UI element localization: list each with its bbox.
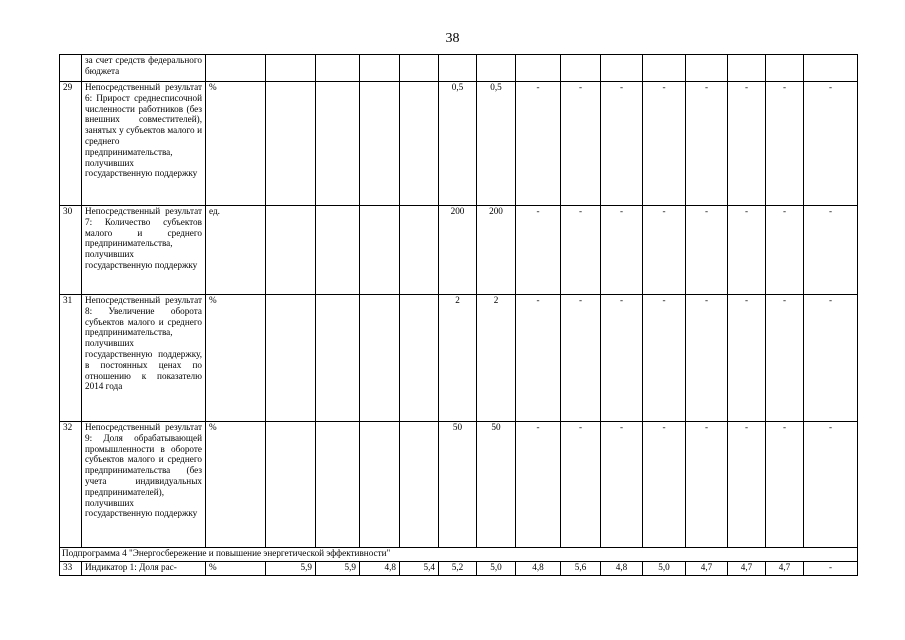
cell: - — [601, 422, 643, 548]
row-number: 29 — [60, 82, 82, 206]
cell: - — [643, 82, 686, 206]
cell: - — [686, 295, 728, 422]
cell: - — [516, 82, 561, 206]
row-name: за счет средств федерального бюджета — [82, 55, 206, 82]
cell — [360, 55, 400, 82]
cell: - — [728, 295, 766, 422]
cell — [804, 55, 858, 82]
cell: 50 — [439, 422, 477, 548]
cell: - — [804, 295, 858, 422]
table-row — [60, 82, 858, 206]
cell: - — [766, 422, 804, 548]
row-unit: % — [206, 82, 266, 206]
table-row — [60, 55, 858, 82]
section-row — [60, 548, 858, 562]
cell: - — [643, 422, 686, 548]
cell — [686, 55, 728, 82]
cell: 200 — [439, 206, 477, 295]
table-row — [60, 422, 858, 548]
row-unit: ед. — [206, 206, 266, 295]
table-row — [60, 562, 858, 576]
cell — [601, 55, 643, 82]
cell: 4,7 — [766, 562, 804, 576]
cell: - — [766, 295, 804, 422]
cell — [316, 82, 360, 206]
row-name: Непосредственный результат 9: Доля обрабатывающей промышленности в обороте субъектов малого и среднего предпринимательства (без учета индивидуальных предпринимателей), получивших государственную поддержку — [82, 422, 206, 548]
cell — [516, 55, 561, 82]
cell — [439, 55, 477, 82]
cell: - — [516, 206, 561, 295]
cell: - — [516, 295, 561, 422]
cell: 5,2 — [439, 562, 477, 576]
cell: 0,5 — [477, 82, 516, 206]
cell: - — [561, 422, 601, 548]
cell: 2 — [477, 295, 516, 422]
cell: 200 — [477, 206, 516, 295]
cell: 0,5 — [439, 82, 477, 206]
cell: - — [728, 422, 766, 548]
row-unit — [206, 55, 266, 82]
cell — [316, 55, 360, 82]
cell — [316, 295, 360, 422]
row-number: 31 — [60, 295, 82, 422]
cell: - — [728, 82, 766, 206]
cell — [766, 55, 804, 82]
row-unit: % — [206, 295, 266, 422]
cell — [400, 55, 439, 82]
indicator-table — [59, 54, 858, 576]
row-number: 30 — [60, 206, 82, 295]
cell: - — [561, 82, 601, 206]
cell — [316, 422, 360, 548]
row-number — [60, 55, 82, 82]
page-number: 38 — [445, 31, 460, 46]
table-row — [60, 206, 858, 295]
cell: 4,7 — [728, 562, 766, 576]
cell: - — [643, 206, 686, 295]
cell — [477, 55, 516, 82]
cell: - — [728, 206, 766, 295]
cell: - — [686, 422, 728, 548]
cell — [728, 55, 766, 82]
cell: - — [804, 82, 858, 206]
cell — [360, 82, 400, 206]
cell: 50 — [477, 422, 516, 548]
cell — [360, 422, 400, 548]
cell — [266, 206, 316, 295]
cell — [360, 206, 400, 295]
cell: - — [766, 206, 804, 295]
table-row — [60, 295, 858, 422]
cell: - — [561, 295, 601, 422]
cell: - — [601, 82, 643, 206]
cell — [561, 55, 601, 82]
cell: 5,6 — [561, 562, 601, 576]
cell: - — [766, 82, 804, 206]
row-name: Непосредственный результат 6: Прирост среднесписочной численности работников (без внешних совместителей), занятых у субъектов малого и среднего предпринимательства, получивших государственную поддержку — [82, 82, 206, 206]
row-number: 33 — [60, 562, 82, 576]
cell: 5,9 — [316, 562, 360, 576]
row-name: Непосредственный результат 8: Увеличение оборота субъектов малого и среднего предпринимательства, получивших государственную поддержку, в постоянных ценах по отношению к показателю 2014 года — [82, 295, 206, 422]
cell: - — [804, 422, 858, 548]
row-unit: % — [206, 422, 266, 548]
row-number: 32 — [60, 422, 82, 548]
cell: 4,8 — [516, 562, 561, 576]
cell — [266, 422, 316, 548]
cell: 4,8 — [601, 562, 643, 576]
cell: 5,4 — [400, 562, 439, 576]
cell — [266, 55, 316, 82]
cell: - — [561, 206, 601, 295]
row-unit: % — [206, 562, 266, 576]
cell: 4,8 — [360, 562, 400, 576]
cell — [400, 82, 439, 206]
cell — [266, 295, 316, 422]
cell: 5,0 — [643, 562, 686, 576]
cell: - — [516, 422, 561, 548]
row-name: Индикатор 1: Доля рас- — [82, 562, 206, 576]
cell — [400, 422, 439, 548]
cell: - — [601, 295, 643, 422]
cell: 2 — [439, 295, 477, 422]
cell: 5,0 — [477, 562, 516, 576]
cell — [316, 206, 360, 295]
cell: - — [804, 562, 858, 576]
cell — [400, 295, 439, 422]
cell — [360, 295, 400, 422]
cell — [266, 82, 316, 206]
row-name: Непосредственный результат 7: Количество субъектов малого и среднего предпринимательства, получивших государственную поддержку — [82, 206, 206, 295]
cell — [643, 55, 686, 82]
cell: - — [601, 206, 643, 295]
cell: - — [686, 206, 728, 295]
cell: - — [643, 295, 686, 422]
cell: 5,9 — [266, 562, 316, 576]
cell: 4,7 — [686, 562, 728, 576]
section-title: Подпрограмма 4 "Энергосбережение и повышение энергетической эффективности" — [60, 548, 858, 562]
cell: - — [686, 82, 728, 206]
cell — [400, 206, 439, 295]
cell: - — [804, 206, 858, 295]
